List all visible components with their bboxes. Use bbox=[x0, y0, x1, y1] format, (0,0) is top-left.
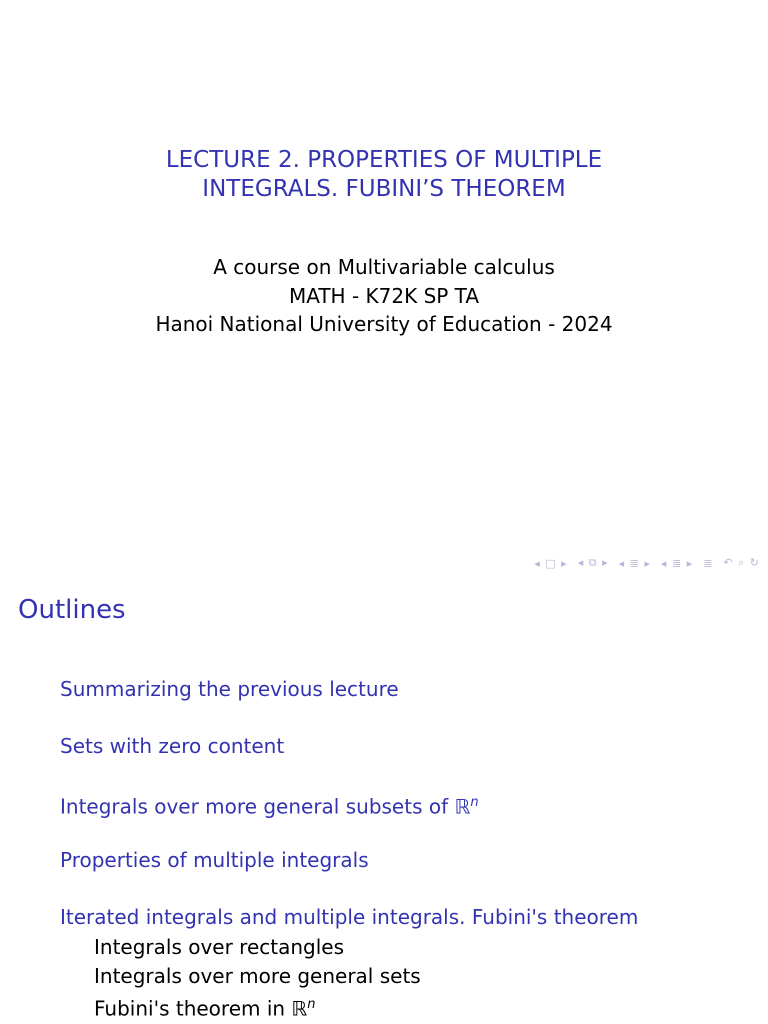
title-line-1: LECTURE 2. PROPERTIES OF MULTIPLE bbox=[165, 147, 603, 173]
toc-subsection-2[interactable]: Integrals over more general sets bbox=[94, 964, 421, 988]
toc-section-3-sup: n bbox=[470, 795, 479, 810]
institution: Hanoi National University of Education - 2024 bbox=[155, 312, 613, 336]
toc-section-5[interactable]: Iterated integrals and multiple integrals. Fubini's theorem bbox=[60, 905, 639, 929]
toc-section-3[interactable] bbox=[60, 790, 479, 820]
nav-subsubsection-next-icon[interactable]: ▸ bbox=[686, 556, 694, 570]
title-line-2: INTEGRALS. FUBINI’S THEOREM bbox=[202, 176, 566, 202]
toc-section-1[interactable]: Summarizing the previous lecture bbox=[60, 677, 399, 701]
toc-section-2[interactable]: Sets with zero content bbox=[60, 734, 285, 758]
nav-subsubsection-group bbox=[661, 557, 693, 570]
nav-section-next-icon[interactable]: ▸ bbox=[644, 556, 651, 570]
class-code: MATH - K72K SP TA bbox=[288, 283, 480, 308]
nav-section-group bbox=[619, 557, 651, 570]
nav-frame-prev-icon[interactable]: ◂ bbox=[534, 556, 541, 570]
nav-subsubsection-prev-icon[interactable]: ◂ bbox=[660, 556, 668, 570]
nav-subsection-prev-icon[interactable]: ◂ bbox=[577, 556, 585, 569]
toc-subsection-3[interactable] bbox=[94, 992, 316, 1022]
nav-toc-icon[interactable]: ≣ bbox=[703, 556, 714, 570]
lecture-title bbox=[0, 146, 768, 204]
nav-frame-icon[interactable]: □ bbox=[545, 556, 557, 570]
toc-subsection-1[interactable]: Integrals over rectangles bbox=[94, 935, 345, 959]
course-info bbox=[0, 253, 768, 339]
beamer-navigation-bar bbox=[534, 556, 760, 570]
course-name: A course on Multivariable calculus bbox=[213, 255, 555, 279]
nav-section-icon[interactable]: ≣ bbox=[629, 556, 640, 570]
outline-slide bbox=[0, 576, 768, 1024]
frame-title: Outlines bbox=[18, 595, 126, 625]
nav-subsection-next-icon[interactable]: ▸ bbox=[602, 556, 609, 569]
nav-subsubsection-icon[interactable]: ≣ bbox=[671, 556, 683, 570]
toc-subsection-3-sup: n bbox=[307, 997, 316, 1012]
toc-subsection-3-label: Fubini's theorem in ℝ bbox=[94, 996, 308, 1021]
toc-section-3-label: Integrals over more general subsets of ℝ bbox=[60, 794, 471, 819]
nav-subsection-icon[interactable]: ⧉ bbox=[588, 556, 598, 569]
toc-section-4[interactable]: Properties of multiple integrals bbox=[60, 848, 369, 872]
nav-controls-icon[interactable]: ↶ ⌕ ↻ bbox=[723, 556, 760, 569]
nav-frame-next-icon[interactable]: ▸ bbox=[561, 556, 568, 570]
nav-subsection-group bbox=[578, 556, 609, 570]
nav-section-prev-icon[interactable]: ◂ bbox=[618, 556, 626, 570]
nav-frame-group bbox=[534, 557, 567, 570]
